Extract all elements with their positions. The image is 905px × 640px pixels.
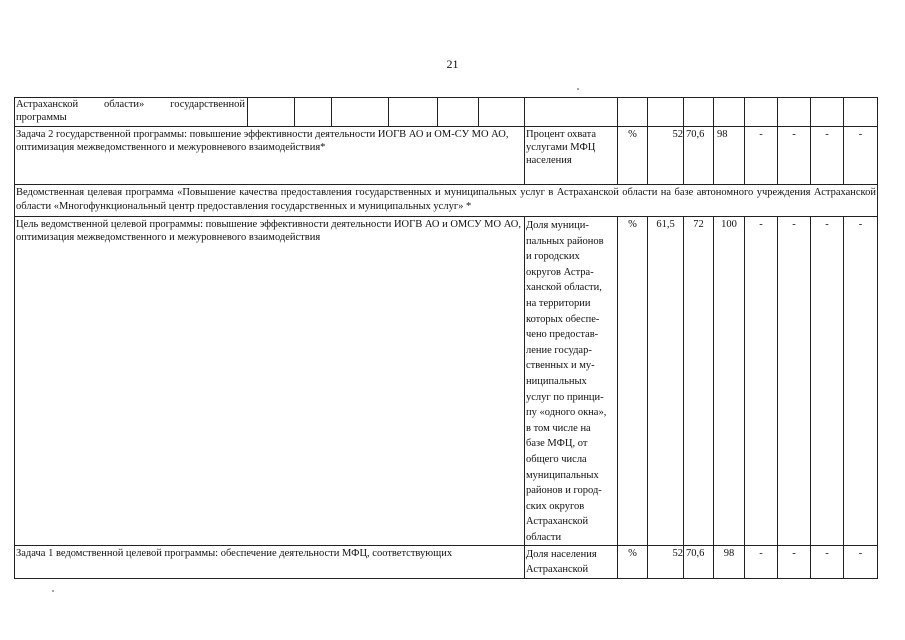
goal-dash-2: - bbox=[792, 219, 796, 230]
table-border bbox=[647, 216, 648, 579]
task1-value-1: 52 bbox=[672, 548, 683, 559]
table-border bbox=[14, 216, 878, 217]
table-border bbox=[843, 216, 844, 579]
task2-dash-1: - bbox=[759, 129, 763, 140]
scan-speck bbox=[52, 590, 54, 592]
goal-indicator: Доля муници- пальных районов и городских округов Астра- ханской области, на территории которых обеспе- чено предостав- ление государ- ственных и му- ниципальных услуг по принци- пу «одного окна», в том числе на базе МФЦ, от общего числа муниципальных районов и город- ских округов Астраханской области bbox=[526, 220, 607, 543]
table-border bbox=[247, 97, 248, 127]
goal-value-2: 72 bbox=[693, 219, 704, 230]
row-top-text-line1: Астраханской области» государственной bbox=[16, 99, 245, 110]
task1-description: Задача 1 ведомственной целевой программы: обеспечение деятельности МФЦ, соответствующих bbox=[16, 548, 453, 559]
goal-value-3: 100 bbox=[721, 219, 737, 230]
table-border bbox=[294, 97, 295, 127]
table-border bbox=[777, 216, 778, 579]
goal-dash-1: - bbox=[759, 219, 763, 230]
task2-dash-3: - bbox=[825, 129, 829, 140]
task2-dash-4: - bbox=[858, 129, 863, 140]
program-title: Ведомственная целевая программа «Повышение качества предоставления государственных и муниципальных услуг в Астраханской области на базе автономного учреждения Астраханской области «Многофункциональный центр предоставления государственных и муниципальных услуг» * bbox=[16, 187, 876, 212]
table-border bbox=[683, 216, 684, 579]
task2-unit: % bbox=[628, 129, 637, 140]
goal-value-1: 61,5 bbox=[656, 219, 675, 230]
table-border bbox=[617, 216, 618, 579]
task1-dash-3: - bbox=[825, 548, 829, 559]
task2-value-2: 70,6 bbox=[686, 129, 705, 140]
goal-dash-4: - bbox=[858, 219, 863, 230]
goal-unit: % bbox=[628, 219, 637, 230]
task1-dash-1: - bbox=[759, 548, 763, 559]
table-border bbox=[331, 97, 332, 127]
table-border bbox=[388, 97, 389, 127]
task2-indicator: Процент охвата услугами МФЦ населения bbox=[526, 129, 597, 167]
table-border bbox=[713, 216, 714, 579]
table-border bbox=[14, 184, 878, 185]
table-border bbox=[478, 97, 479, 127]
task1-dash-2: - bbox=[792, 548, 796, 559]
task2-description: Задача 2 государственной программы: повышение эффективности деятельности ИОГВ АО и ОМ-СУ МО АО, оптимизация межведомственного и межуровневого взаимодействия* bbox=[16, 129, 509, 154]
table-border bbox=[744, 216, 745, 579]
task1-value-3: 98 bbox=[723, 548, 735, 559]
table-border bbox=[14, 545, 878, 546]
table-border bbox=[810, 216, 811, 579]
task1-indicator: Доля населения Астраханской bbox=[526, 549, 597, 575]
table-border bbox=[14, 97, 15, 579]
goal-description: Цель ведомственной целевой программы: повышение эффективности деятельности ИОГВ АО и ОМСУ МО АО, оптимизация межведомственного и межуровневого взаимодействия bbox=[16, 219, 521, 244]
scan-speck bbox=[577, 88, 579, 90]
goal-dash-3: - bbox=[825, 219, 829, 230]
task1-value-2: 70,6 bbox=[686, 548, 705, 559]
table-border bbox=[437, 97, 438, 127]
table-border bbox=[713, 97, 714, 185]
table-border bbox=[524, 97, 525, 185]
table-border bbox=[877, 97, 878, 579]
table-border bbox=[14, 126, 878, 127]
task2-value-3: 98 bbox=[717, 129, 728, 140]
table-border bbox=[683, 97, 684, 185]
row-top-text-line2: программы bbox=[16, 112, 67, 123]
table-border bbox=[14, 578, 878, 579]
task2-dash-2: - bbox=[792, 129, 796, 140]
page-number: 21 bbox=[446, 57, 459, 71]
task2-value-1: 52 bbox=[672, 129, 683, 140]
task1-dash-4: - bbox=[858, 548, 863, 559]
table-border bbox=[524, 216, 525, 579]
task1-unit: % bbox=[628, 548, 637, 559]
